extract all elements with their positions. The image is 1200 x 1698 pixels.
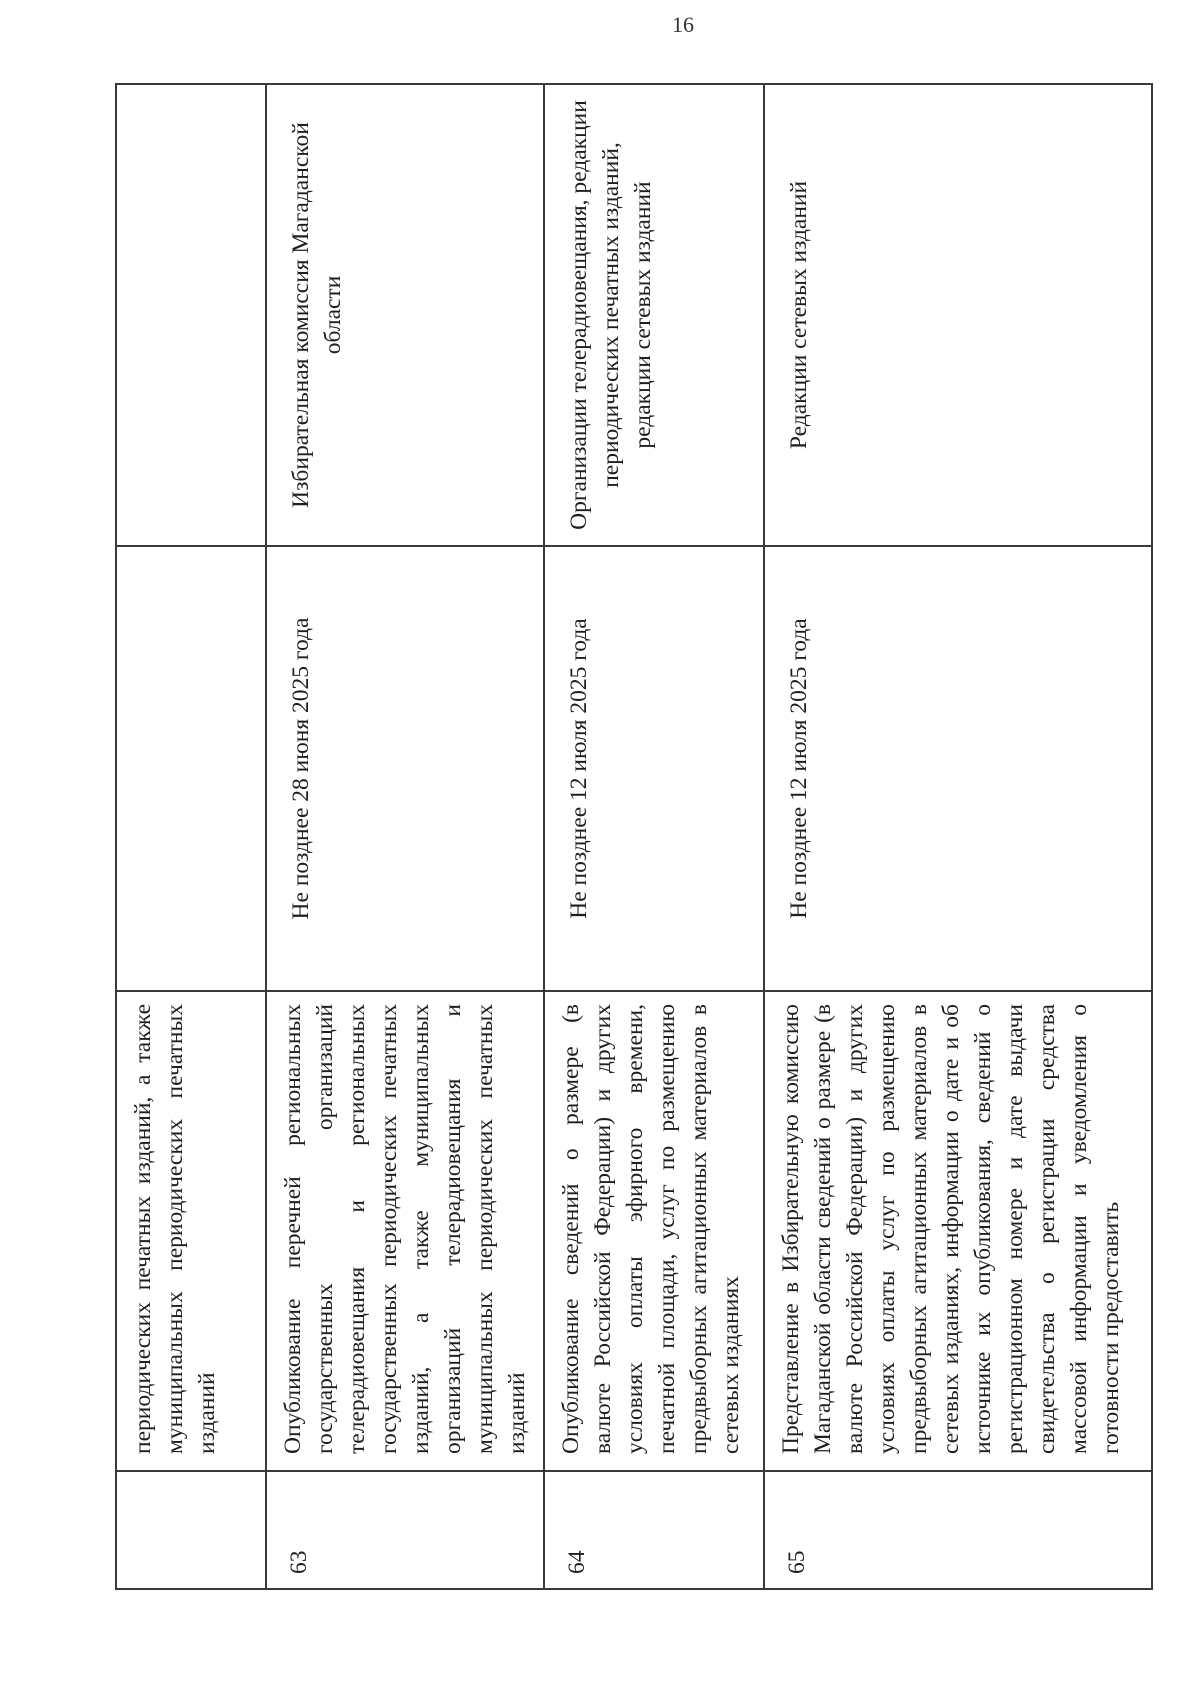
rotated-page xyxy=(115,85,1125,1590)
row-number xyxy=(116,1471,266,1589)
row-number: 65 xyxy=(764,1471,1152,1589)
row-responsible: Избирательная комиссия Магаданской области xyxy=(266,84,544,546)
row-number: 63 xyxy=(266,1471,544,1589)
schedule-table xyxy=(115,83,1153,1590)
row-deadline: Не позднее 28 июня 2025 года xyxy=(266,546,544,991)
page-number: 16 xyxy=(672,12,694,37)
row-description: Представление в Избирательную комиссию Магаданской области сведений о размере (в валюте Российской Федерации) и других условиях оплаты услуг по размещению предвыборных агитационных материалов в сетевых изданиях, информации о дате и об источнике их опубликования, сведений о регистрационном номере и дате выдачи свидетельства о регистрации средства массовой информации и уведомления о готовности предоставить xyxy=(764,991,1152,1471)
row-description: периодических печатных изданий, а также муниципальных периодических печатных изданий xyxy=(116,991,266,1471)
row-responsible: Организации телерадиовещания, редакции периодических печатных изданий, редакции сетевых изданий xyxy=(544,84,764,546)
table-row xyxy=(544,84,764,1589)
table-row xyxy=(266,84,544,1589)
row-deadline xyxy=(116,546,266,991)
row-responsible: Редакции сетевых изданий xyxy=(764,84,1152,546)
row-responsible xyxy=(116,84,266,546)
row-number: 64 xyxy=(544,1471,764,1589)
row-description: Опубликование перечней региональных государственных организаций телерадиовещания и региональных государственных периодических печатных изданий, а также муниципальных организаций телерадиовещания и муниципальных периодических печатных изданий xyxy=(266,991,544,1471)
table-row xyxy=(116,84,266,1589)
table-row xyxy=(764,84,1152,1589)
row-deadline: Не позднее 12 июля 2025 года xyxy=(764,546,1152,991)
row-deadline: Не позднее 12 июля 2025 года xyxy=(544,546,764,991)
row-description: Опубликование сведений о размере (в валюте Российской Федерации) и других условиях оплаты эфирного времени, печатной площади, услуг по размещению предвыборных агитационных материалов в сетевых изданиях xyxy=(544,991,764,1471)
